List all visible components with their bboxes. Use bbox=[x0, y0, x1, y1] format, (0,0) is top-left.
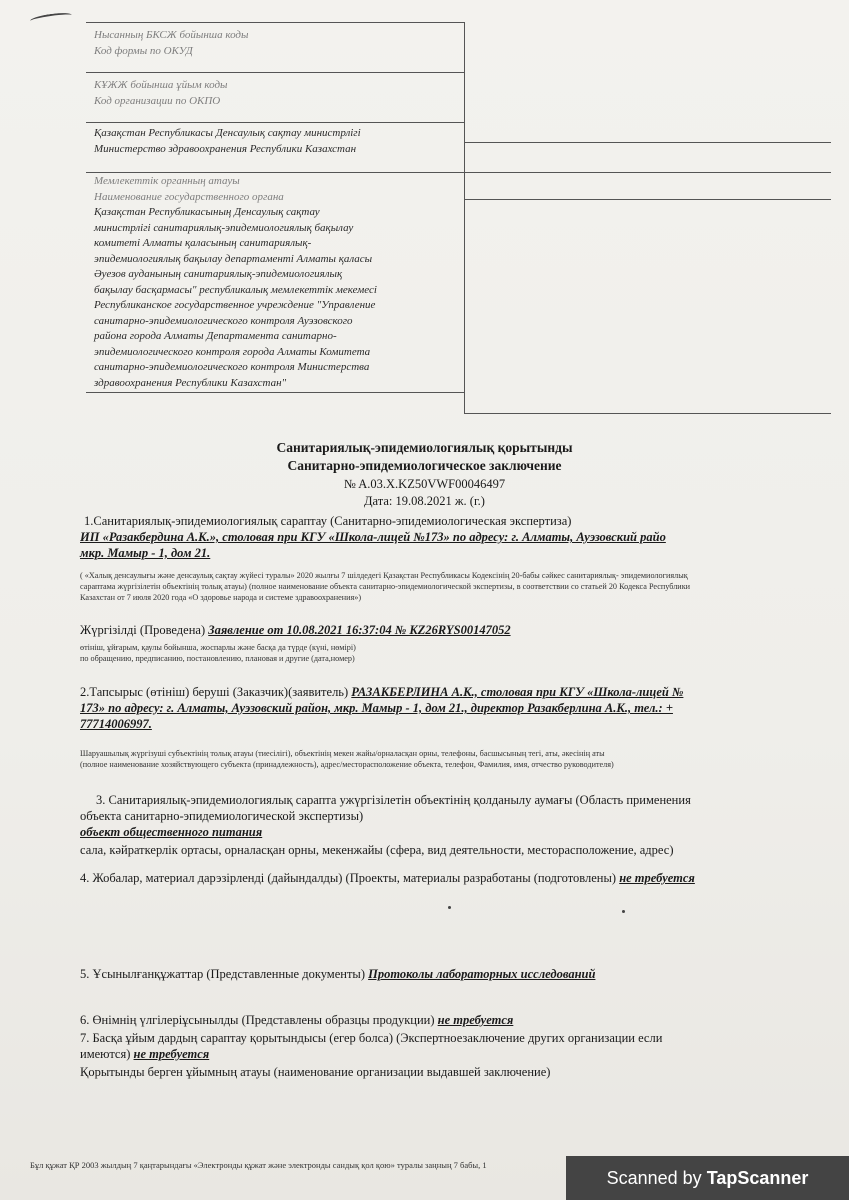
table-column-divider bbox=[464, 22, 465, 414]
conducted-line: Жүргізілді (Проведена) Заявление от 10.08.2021 16:37:04 № KZ26RYS00147052 bbox=[80, 623, 511, 637]
section-7-value: имеются) не требуется bbox=[80, 1047, 210, 1061]
section-1-object: ИП «Разакбердина А.К.», столовая при КГУ «Школа-лицей №173» по адресу: г. Алматы, Ауэзовский райо bbox=[80, 530, 666, 544]
section-3-value: объект общественного питания bbox=[80, 825, 263, 839]
document-number: № A.03.X.KZ50VWF00046497 bbox=[343, 477, 506, 491]
state-organ-cell: Мемлекеттік органның атауы Наименование государственного органа Қазақстан Республикасының Денсаулық сақтау министрлігі санитариялық-эпидемиологиялық бақылау комитеті Алматы қаласының санитариялық- эпидемиологиялық бақылау департаменті Алматы қаласы Әуезов ауданының санитариялық-эпидемиологиялық бақылау басқармасы" республикалық мемлекеттік мекемесі Республиканское государственное учреждение "Управление санитарно-эпидемиологического контроля Ауэзовского района города Алматы Департамента санитарно- эпидемиологического контроля города Алматы Комитета санитарно-эпидемиологического контроля Министерства здравоохранения Республики Казахстан" bbox=[94, 175, 377, 389]
section-2-phone: 77714006997. bbox=[80, 717, 152, 731]
header-table bbox=[86, 22, 831, 414]
scanner-watermark: Scanned by TapScanner bbox=[566, 1156, 849, 1200]
section-2-note: Шаруашылық жүргізуші субъектінің толық атауы (тиесілігі), объектінің мекен жайы/орналасқан орны, телефоны, басшысының тегі, аты, әкесінің аты (полное наименование хозяйствующего субъекта (принадлежность), адрес/месторасположение объекта, телефон, Фамилия, имя, отчество руководителя) bbox=[80, 749, 614, 769]
section-3-line: объекта санитарно-эпидемиологической экспертизы) bbox=[80, 809, 364, 823]
footer-legal-note: Бұл құжат ҚР 2003 жылдың 7 қаңтарындағы «Электронды құжат және электронды сандық қол қою» туралы заңның 7 бабы, 1 bbox=[30, 1160, 487, 1170]
section-1-note: ( «Халық денсаулығы және денсаулық сақтау жүйесі туралы» 2020 жылғы 7 шілдедегі Қазақстан Республикасы Кодексінің 20-бабы сәйкес санитариялық- эпидемиологиялық сараптама жүргізілетін объектінің толық атауы) (полное наименование объекта санитарно-эпидемиологической экспертизы, в соответствии со статьей 20 Кодекса Республики Казахстан от 7 июля 2020 года «О здоровье народа и системе здравоохранения») bbox=[80, 571, 691, 602]
okpo-code-cell: КҰЖЖ бойынша ұйым коды Код организации по ОКПО bbox=[94, 79, 228, 107]
document-date: Дата: 19.08.2021 ж. (г.) bbox=[364, 494, 485, 508]
section-3-heading: 3. Санитариялық-эпидемиологиялық сарапта ужүргізілетін объектінің қолданылу аумағы (Область применения bbox=[96, 793, 691, 807]
okud-code-cell: Нысанның БКСЖ бойынша коды Код формы по ОКУД bbox=[94, 29, 249, 57]
section-7-caption: Қорытынды берген ұйымның атауы (наименование организации выдавшей заключение) bbox=[80, 1065, 551, 1079]
document-title-kz: Санитариялық-эпидемиологиялық қорытынды bbox=[276, 440, 573, 455]
section-1-heading: 1.Санитариялық-эпидемиологиялық сараптау (Санитарно-эпидемиологическая экспертиза) bbox=[84, 514, 572, 528]
section-3-caption: сала, кәйраткерлік ортасы, орналасқан орны, мекенжайы (сфера, вид деятельности, месторасположение, адрес) bbox=[80, 843, 674, 857]
section-1-address: мкр. Мамыр - 1, дом 21. bbox=[80, 546, 211, 560]
section-4: 4. Жобалар, материал дарэзірленді (дайындалды) (Проекты, материалы разработаны (подготовлены) не требуется bbox=[80, 871, 695, 885]
ministry-cell: Қазақстан Республикасы Денсаулық сақтау министрлігі Министерство здравоохранения Республики Казахстан bbox=[94, 127, 361, 155]
section-2-address: 173» по адресу: г. Алматы, Ауэзовский район, мкр. Мамыр - 1, дом 21., директор Разакберлина А.К., тел.: + bbox=[80, 701, 673, 715]
pen-mark bbox=[30, 11, 73, 25]
conducted-note: өтініш, ұйғарым, қаулы бойынша, жоспарлы және басқа да түрде (күні, нөмірі) по обращению, предписанию, постановлению, плановая и другие (дата,номер) bbox=[80, 643, 356, 663]
section-7-heading: 7. Басқа ұйым дардың сараптау қорытындысы (егер болса) (Экспертноезаключение других организации если bbox=[80, 1031, 663, 1045]
section-6: 6. Өнімнің үлгілеріұсынылды (Представлены образцы продукции) не требуется bbox=[80, 1013, 514, 1027]
section-2-heading: 2.Тапсырыс (өтініш) беруші (Заказчик)(заявитель) РАЗАКБЕРЛИНА А.К., столовая при КГУ «Школа-лицей № bbox=[80, 685, 684, 699]
section-5: 5. Ұсынылғанқұжаттар (Представленные документы) Протоколы лабораторных исследований bbox=[80, 967, 596, 981]
document-title-ru: Санитарно-эпидемиологическое заключение bbox=[287, 458, 562, 473]
